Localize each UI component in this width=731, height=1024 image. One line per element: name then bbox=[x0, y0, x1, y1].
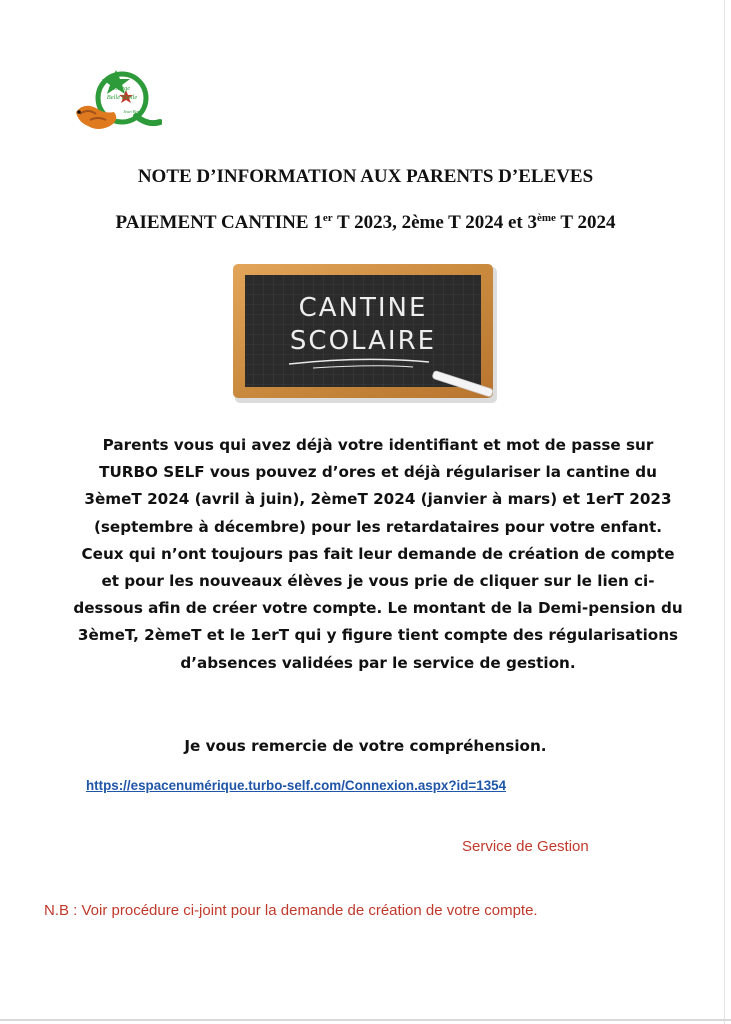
nb-note: N.B : Voir procédure ci-joint pour la demande de création de votre compte. bbox=[44, 902, 538, 919]
service-signature: Service de Gestion bbox=[462, 838, 589, 855]
title-sup-1: er bbox=[322, 212, 333, 224]
title-line-1: NOTE D’INFORMATION AUX PARENTS D’ELEVES bbox=[137, 166, 594, 187]
chalkboard-line-1: CANTINE bbox=[298, 293, 428, 323]
chalkboard-line-2: SCOLAIRE bbox=[289, 326, 437, 356]
thanks-line: Je vous remercie de votre compréhension. bbox=[184, 737, 547, 755]
college-logo bbox=[70, 68, 162, 138]
title-part-1: PAIEMENT CANTINE 1 bbox=[115, 212, 323, 233]
turbo-self-link[interactable]: https://espacenumérique.turbo-self.com/Connexion.aspx?id=1354 bbox=[86, 778, 507, 793]
body-paragraph: Parents vous qui avez déjà votre identifiant et mot de passe sur TURBO SELF vous pouvez d’ores et déjà régulariser la cantine du 3èmeT 2024 (avril à juin), 2èmeT 2024 (janvier à mars) et 1erT 2023 (septembre à décembre) pour les retardataires pour votre enfant. Ceux qui n’ont toujours pas fait leur demande de création de compte et pour les nouveaux élèves je vous prie de cliquer sur le lien ci-dessous afin de créer votre compte. Le montant de la Demi-pension du 3èmeT, 2èmeT et le 1erT qui y figure tient compte des régularisations d’absences validées par le service de gestion. bbox=[73, 436, 683, 672]
scan-edge bbox=[724, 0, 725, 1024]
title-line-2 bbox=[0, 212, 731, 234]
logo-text-1: Collège bbox=[109, 85, 131, 92]
scan-edge-bottom bbox=[0, 1019, 731, 1021]
title-sup-2: ème bbox=[537, 212, 556, 224]
logo-text-3: Jean Bart bbox=[123, 109, 141, 114]
title-part-2: T 2023, 2ème T 2024 et 3 bbox=[332, 212, 538, 233]
logo-text-2: Belle Etoile bbox=[106, 94, 138, 101]
chalkboard-image bbox=[233, 264, 497, 404]
title-part-3: T 2024 bbox=[555, 212, 616, 233]
